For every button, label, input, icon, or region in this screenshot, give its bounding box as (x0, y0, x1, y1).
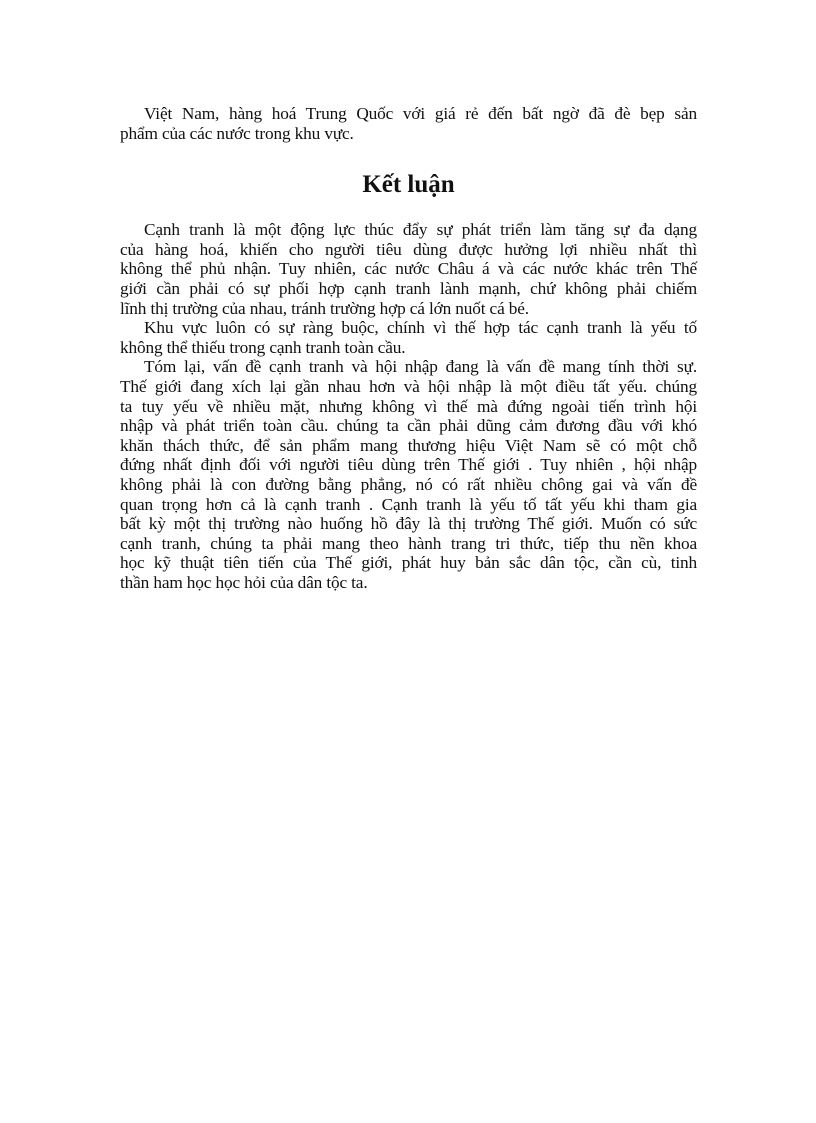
text-line: phẩm của các nước trong khu vực. (120, 123, 354, 143)
text-line: Tóm lại, vấn đề cạnh tranh và hội nhập đang là vấn đề mang tính thời sự. (144, 357, 697, 377)
paragraph-summary (120, 357, 697, 592)
text-line: Khu vực luôn có sự ràng buộc, chính vì thế hợp tác cạnh tranh là yếu tố (144, 318, 697, 338)
text-line: lĩnh thị trường của nhau, tránh trường hợp cá lớn nuốt cá bé. (120, 298, 529, 318)
text-line: ta tuy yếu về nhiều mặt, nhưng không vì thế mà đứng ngoài tiến trình hội (120, 396, 697, 416)
text-line: nhập và phát triển toàn cầu. chúng ta cần phải dũng cảm đương đầu với khó (120, 416, 697, 436)
text-line: Cạnh tranh là một động lực thúc đẩy sự phát triển làm tăng sự đa dạng (144, 220, 697, 240)
paragraph-competition (120, 220, 697, 318)
text-line: Thế giới đang xích lại gần nhau hơn và hội nhập là một điều tất yếu. chúng (120, 376, 697, 396)
text-line: thần ham học học hỏi của dân tộc ta. (120, 572, 368, 592)
text-line: cạnh tranh, chúng ta phải mang theo hành trang tri thức, tiếp thu nền khoa (120, 533, 697, 553)
text-line: không phải là con đường bằng phẳng, nó có rất nhiều chông gai và vấn đề (120, 474, 697, 494)
text-line: của hàng hoá, khiến cho người tiêu dùng được hưởng lợi nhiều nhất thì (120, 239, 697, 259)
text-line: không thể phủ nhận. Tuy nhiên, các nước Châu á và các nước khác trên Thế (120, 259, 697, 279)
text-line: khăn thách thức, để sản phẩm mang thương hiệu Việt Nam sẽ có một chỗ (120, 435, 697, 455)
text-line: học kỹ thuật tiên tiến của Thế giới, phát huy bản sắc dân tộc, cần cù, tinh (120, 553, 697, 573)
intro-paragraph (120, 104, 697, 143)
paragraph-region (120, 318, 697, 357)
section-title: Kết luận (362, 171, 455, 199)
text-line: bất kỳ một thị trường nào huống hồ đây là thị trường Thế giới. Muốn có sức (120, 514, 697, 534)
text-line: giới cần phải có sự phối hợp cạnh tranh lành mạnh, chứ không phải chiếm (120, 278, 697, 298)
document-page (120, 104, 697, 592)
text-line: Việt Nam, hàng hoá Trung Quốc với giá rẻ đến bất ngờ đã đè bẹp sản (144, 104, 697, 123)
text-line: quan trọng hơn cả là cạnh tranh . Cạnh tranh là yếu tố tất yếu khi tham gia (120, 494, 697, 514)
text-line: không thể thiếu trong cạnh tranh toàn cầu. (120, 337, 406, 357)
text-line: đứng nhất định đối với người tiêu dùng trên Thế giới . Tuy nhiên , hội nhập (120, 455, 697, 475)
